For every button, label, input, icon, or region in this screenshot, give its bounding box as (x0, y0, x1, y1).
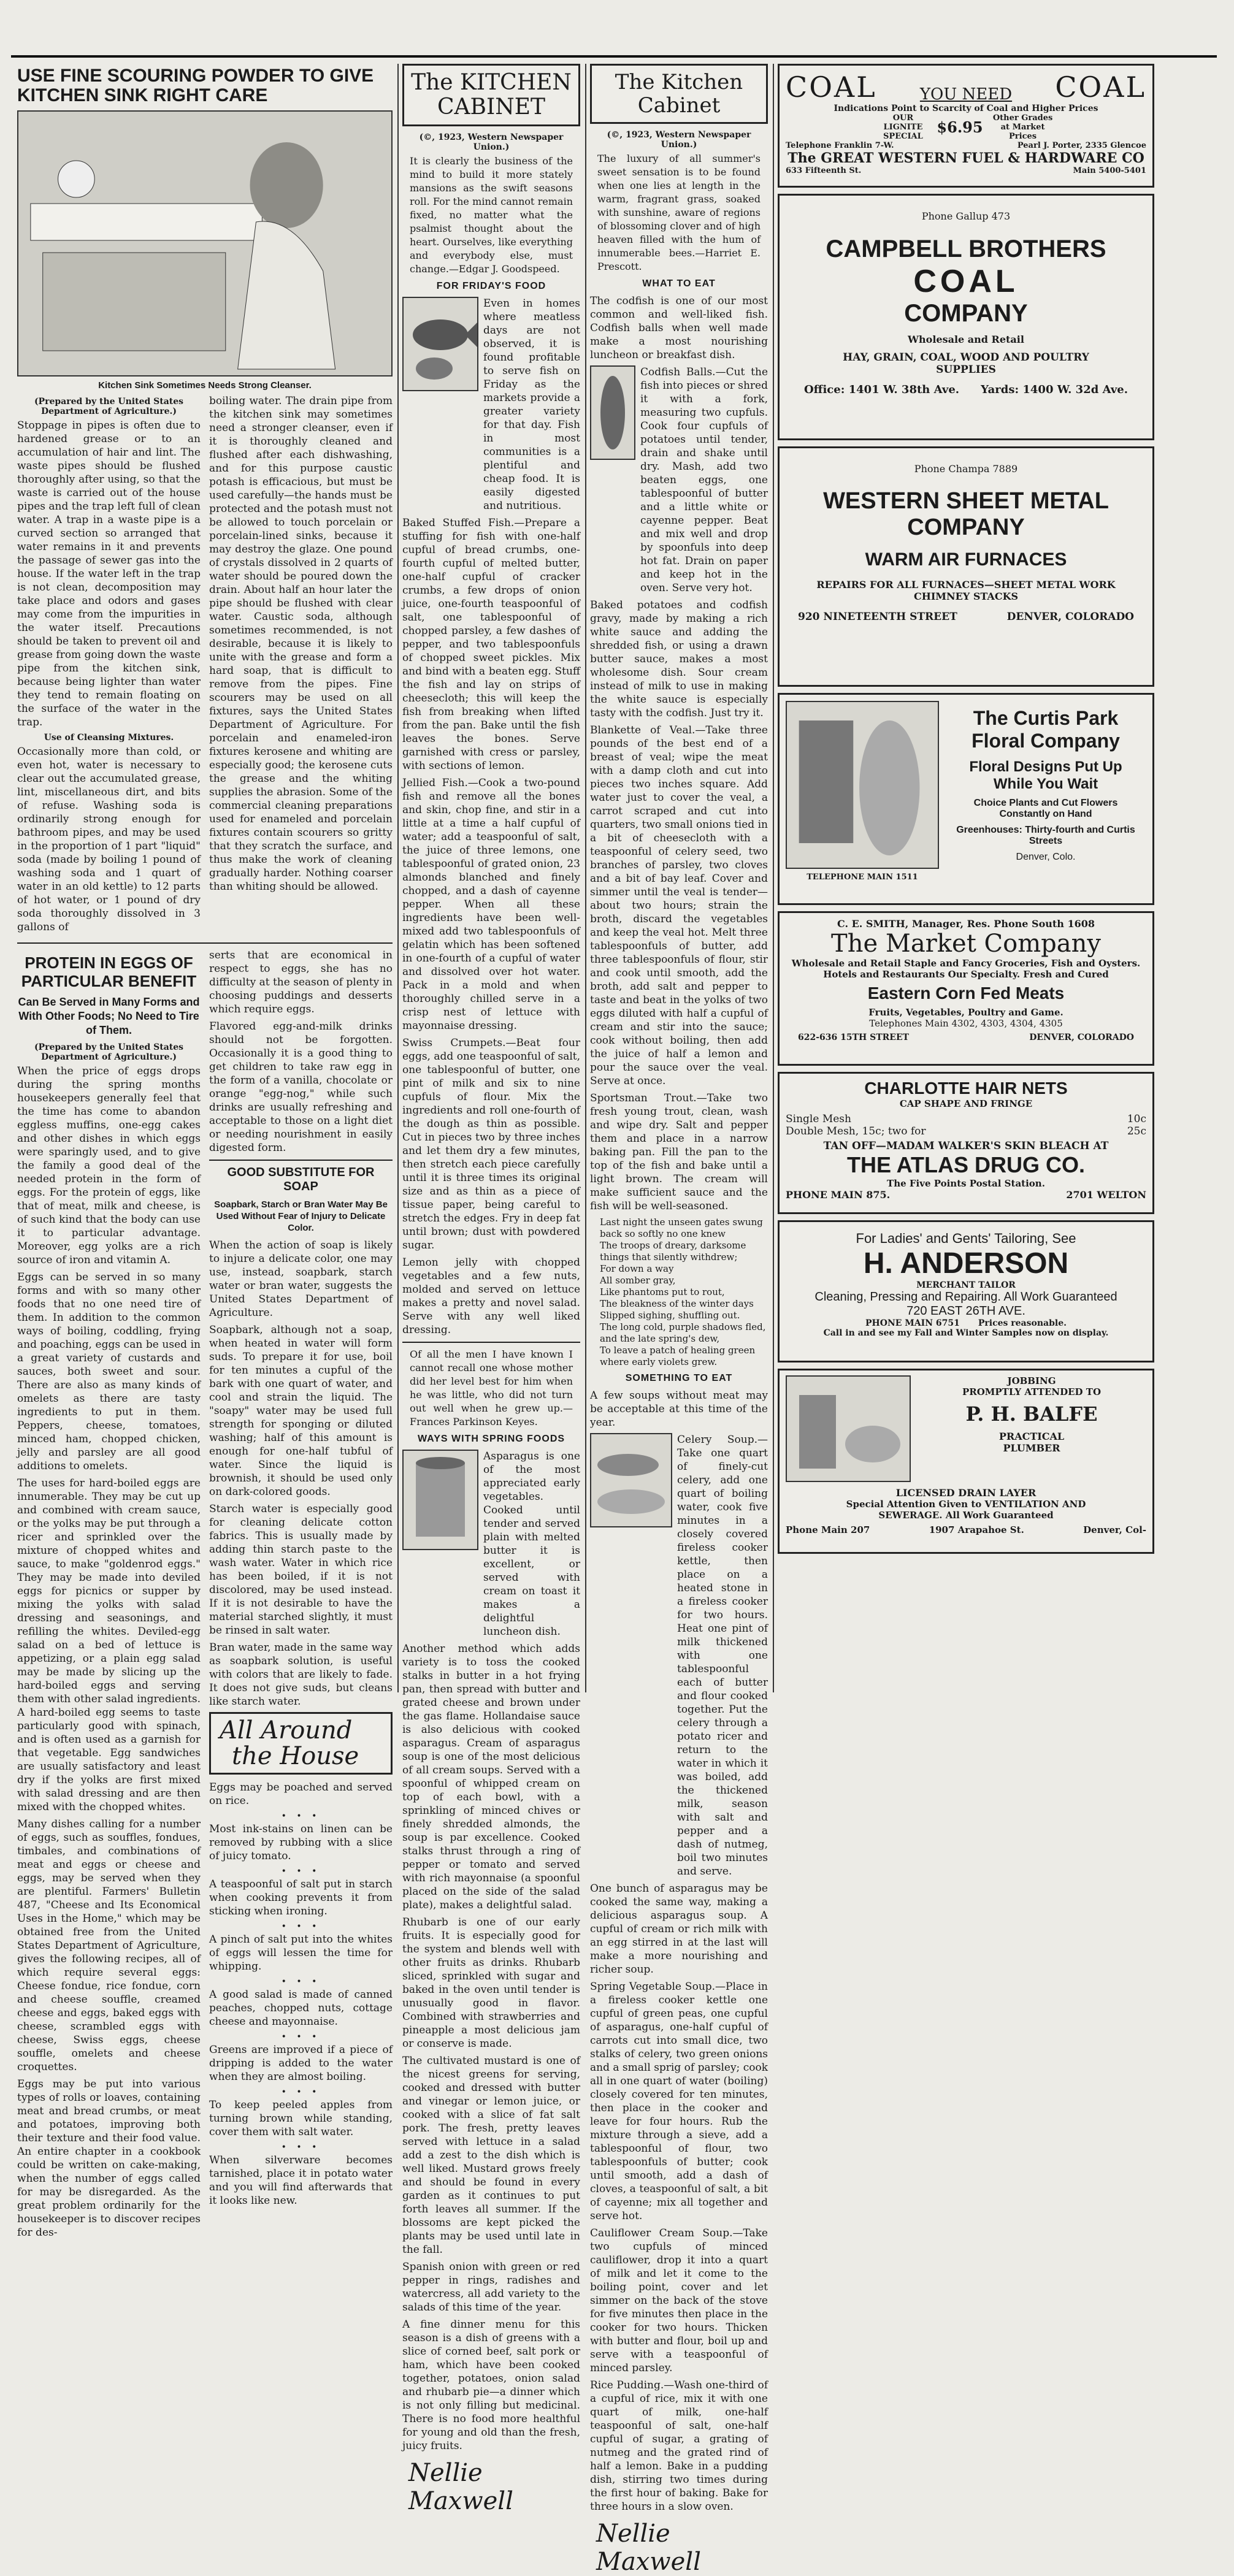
ad-western-phone: Phone Champa 7889 (914, 463, 1018, 475)
eggs-para-2: Eggs can be served in so many forms and with so many other foods that no one need tire of them. In addition to the common ways of boiling, coddling, frying and poaching, eggs can be used in a great variety of custards and sauces, both sweet and sour. There are also as many kinds of omelets as there are tasty ingredients to put in them. Peppers, cheese, tomatoes, minced ham, chopped chicken, jelly and parsley are all good additions to omelets. (17, 1271, 201, 1472)
ad-market-name: The Market Company (831, 930, 1101, 958)
kc1-quote-2: Of all the men I have known I cannot recall one whose mother did her level best for him when he was little, who did not turn out well when he grew up.—Frances Parkinson Keyes. (410, 1348, 573, 1428)
tip-6: Greens are improved if a piece of dripping is added to the water when they are almost boiling. (209, 2044, 393, 2083)
ad-curtis-name-2: Floral Company (971, 730, 1120, 752)
kc2-subhead-something: SOMETHING TO EAT (625, 1373, 733, 1383)
ad-market-city: DENVER, COLORADO (1029, 1033, 1134, 1042)
kc1-subhead-spring: WAYS WITH SPRING FOODS (417, 1434, 565, 1444)
kc2-para-1: The codfish is one of our most common and well-liked fish. Codfish balls when well made make a most nourishing luncheon or breakfast dish. (590, 295, 768, 361)
ad-market-line-5: Telephones Main 4302, 4303, 4304, 4305 (869, 1018, 1063, 1029)
kc1-para-2: Baked Stuffed Fish.—Prepare a stuffing for fish with one-half cupful of bread crumbs, one-fourth cupful of melted butter, one-half cupful of cracker crumbs, a few drops of onion juice, one-fourth teaspoonful of salt, one tablespoonful of chopped parsley, a few dashes of pepper, and two tablespoonfuls of chopped sweet pickles. Mix and bind with a beaten egg. Stuff the fish and lay on strips of cheesecloth; this will keep the fish from breaking when lifted from the pan. Bake until the fish leaves the bones. Serve garnished with cress or parsley, with sections of lemon. (402, 517, 580, 772)
kc2-para-5: Sportsman Trout.—Take two fresh young trout, clean, wash and wipe dry. Salt and pepper them and place in a narrow baking pan. Fill the pan to the top of the fish and bake until a light brown. The cream will make sufficient sauce and the fish will be well-seasoned. (590, 1092, 768, 1212)
divider (209, 1160, 393, 1161)
poem-line: The bleakness of the winter days (600, 1298, 754, 1309)
kc2-poem (590, 1217, 768, 1368)
ad-campbell-office: Office: 1401 W. 38th Ave. (804, 383, 960, 396)
column-rule (773, 64, 774, 1692)
ad-campbell-name-3: COMPANY (904, 300, 1028, 327)
ad-balfe-name: P. H. BALFE (965, 1402, 1098, 1426)
column-rule (585, 64, 586, 1692)
ad-phone: Telephone Franklin 7-W. (786, 141, 894, 150)
all-around-title-1: All Around (220, 1716, 353, 1745)
kc1-subhead-friday: FOR FRIDAY'S FOOD (436, 281, 546, 291)
ad-western-sub: WARM AIR FURNACES (865, 549, 1067, 570)
ad-h-anderson (778, 1220, 1154, 1363)
kc2-para-2: Codfish Balls.—Cut the fish into pieces or shred it with a fork, measuring two cupfuls. Cook four cupfuls of potatoes until tender, drain and shake until dry. Mash, add two beaten eggs, one tablespoonful of butter and a little white or cayenne pepper. Beat and mix well and drop by spoonfuls into deep hot fat. Drain on paper and keep hot in the oven. Serve very hot. (640, 366, 768, 594)
ad-anderson-phone: PHONE MAIN 6751 (865, 1318, 960, 1328)
dots: • • • (281, 1811, 321, 1821)
eggs-deck: Can Be Served in Many Forms and With Other Foods; No Need to Tire of Them. (18, 996, 200, 1036)
ad-great-western-fuel (778, 64, 1154, 188)
ad-market-line-1: Wholesale and Retail Staple and Fancy Groceries, Fish and Oysters. (791, 958, 1141, 969)
all-around-title-2: the House (232, 1742, 359, 1770)
ad-campbell-yards: Yards: 1400 W. 32d Ave. (981, 383, 1128, 396)
ad-campbell-sub: Wholesale and Retail (908, 334, 1024, 345)
asparagus-illustration (402, 1450, 478, 1550)
ad-coal-left: COAL (786, 71, 877, 104)
poem-line: Like phantoms put to rout, (600, 1286, 725, 1298)
kc1-para-1: Even in homes where meatless days are not observed, it is found profitable to serve fish on Friday as the markets provide a greater variety for that day. Fish in most communities is a plentiful and cheap food. It is easily digested and nutritious. (483, 297, 580, 512)
sink-para-1: Stoppage in pipes is often due to hardened grease or to an accumulation of hair and lint. The waste pipes should be flushed thoroughly after using, so that the waste is carried out of the house pipes and the trap left full of clean water. A trap in a waste pipe is a curved section so arranged that water remains in it and prevents the passage of sewer gas into the house. If the water left in the trap is not clean, decomposition may take place and odors and gases may come from the impurities in the water itself. Precautions should be taken to prevent oil and grease from going down the waste pipe from the kitchen sink, because being lighter than water they tend to remain floating on the surface of the water in the trap. (17, 419, 201, 728)
kc2-para-10: Cauliflower Cream Soup.—Take two cupfuls of minced cauliflower, drop it into a quart of milk and let it come to the boiling point, cover and let simmer on the back of the stove for five minutes then place in the cooker for two hours. Thicken with butter and flour, boil up and serve with a teaspoonful of minced parsley. (590, 2227, 768, 2374)
ad-curtis-park-floral (778, 693, 1154, 905)
ad-balfe-line-2: PROMPTLY ATTENDED TO (962, 1386, 1102, 1397)
eggs-para-7: Flavored egg-and-milk drinks should not be forgotten. Occasionally it is a good thing to get children to take raw egg in the form of a vanilla, chocolate or orange "egg-nog," while such drinks are usually refreshing and acceptable to those on a light diet or needing nourishment in easily digested form. (209, 1020, 393, 1154)
divider (402, 1342, 580, 1343)
ad-campbell-name-2: COAL (913, 264, 1019, 299)
ad-western-city: DENVER, COLORADO (1006, 611, 1134, 623)
ad-address: 633 Fifteenth St. (786, 166, 862, 175)
ad-atlas-sub: CAP SHAPE AND FRINGE (899, 1098, 1033, 1109)
ad-anderson-title: MERCHANT TAILOR (916, 1280, 1016, 1290)
kc2-para-7: Celery Soup.—Take one quart of finely-cut celery, add one quart of boiling water, cook five minutes in a closely covered fireless cooker kettle, then place on a heated stone in a fireless cooker for two hours. Heat one pint of milk thickened with one tablespoonful each of butter and flour cooked together. Put the celery through a potato ricer and return to the water in which it was boiled, add the thickened milk, season with salt and pepper and a dash of nutmeg, boil two minutes and serve. (677, 1434, 768, 1878)
kc1-para-8: Rhubarb is one of our early fruits. It is especially good for the system and blends well with other fruits as drinks. Rhubarb sliced, sprinkled with sugar and baked in the oven until tender is unusually good in flavor. Combined with strawberries and pineapple a most delicious jam or conserve is made. (402, 1916, 580, 2050)
ad-western-name-2: COMPANY (907, 514, 1025, 540)
kitchen-cabinet-2 (590, 64, 768, 2576)
eggs-para-6: serts that are economical in respect to eggs, she has no difficulty at the season of plenty in choosing puddings and desserts which require eggs. (209, 949, 393, 1015)
eggs-para-1: When the price of eggs drops during the spring months housekeepers generally feel that the time has come to abandon eggless muffins, one-egg cakes and other dishes in which eggs were sparingly used, and to give the family a good deal of the needed protein in the form of eggs. For the protein of eggs, like that of meat, milk and cheese, is of such kind that the body can use it to particular advantage. Moreover, egg yolks are a rich source of iron and vitamin A. (17, 1065, 201, 1266)
ad-balfe-line-1: JOBBING (1007, 1375, 1056, 1386)
soap-para-1: When the action of soap is likely to injure a delicate color, one may use, instead, soapbark, starch water or bran water, suggests the United States Department of Agriculture. (209, 1239, 393, 1319)
ad-curtis-line-4: Constantly on Hand (999, 809, 1092, 819)
kc2-copyright: (©, 1923, Western Newspaper Union.) (607, 130, 751, 150)
ad-curtis-line-5: Greenhouses: Thirty-fourth and Curtis Streets (956, 825, 1135, 846)
kc1-para-9: The cultivated mustard is one of the nicest greens for serving, cooked and dressed with butter and vinegar or lemon juice, or cooked with a slice of fat salt pork. The fresh, pretty leaves served with lettuce in a salad add a zest to the dish which is well liked. Mustard grows freely and should be found in every garden as it continues to put forth leaves all summer. If the blossoms are kept picked the plants may be used until late in the fall. (402, 2055, 580, 2256)
kc2-signature: Nellie Maxwell (596, 2520, 701, 2576)
eggs-credit: (Prepared by the United States Department of Agriculture.) (34, 1042, 184, 1062)
kc2-para-11: Rice Pudding.—Wash one-third of a cupful of rice, mix it with one quart of milk, one-half teaspoonful of salt, one-half cupful of sugar, a grating of nutmeg and the grated rind of half a lemon. Bake in a pudding dish, stirring two times during the first hour of baking. Bake for three hours in a slow oven. (590, 2379, 768, 2513)
kc1-copyright: (©, 1923, Western Newspaper Union.) (419, 132, 564, 152)
ad-balfe-title-1: PRACTICAL (998, 1431, 1065, 1442)
kc2-para-3: Baked potatoes and codfish gravy, made by making a rich white sauce and adding the shredded fish, or using a drawn butter sauce, makes a most wholesome dish. Sour cream instead of milk to use in making the white sauce is especially tasty with the codfish. Just try it. (590, 599, 768, 719)
flower-illustration (786, 701, 939, 869)
sink-headline: USE FINE SCOURING POWDER TO GIVE KITCHEN SINK RIGHT CARE (17, 66, 374, 105)
ad-curtis-phone: TELEPHONE MAIN 1511 (807, 873, 918, 882)
ad-campbell-line: HAY, GRAIN, COAL, WOOD AND POULTRY SUPPLIES (843, 351, 1089, 376)
dots: • • • (281, 1977, 321, 1987)
poem-line: To leave a patch of healing green where early violets grew. (600, 1345, 756, 1367)
sink-caption: Kitchen Sink Sometimes Needs Strong Cleanser. (98, 380, 312, 391)
ad-curtis-line-1: Floral Designs Put Up (969, 759, 1122, 775)
kc1-title-box (402, 64, 580, 126)
tip-8: When silverware becomes tarnished, place it in potato water and you will find afterwards that it looks like new. (209, 2154, 393, 2207)
ad-market-line-2: Hotels and Restaurants Our Specialty. Fresh and Cured (823, 969, 1109, 980)
ad-balfe-address: 1907 Arapahoe St. (929, 1524, 1024, 1535)
tip-3: A teaspoonful of salt put in starch when cooking prevents it from sticking when ironing. (209, 1878, 393, 1917)
column-rule (397, 64, 399, 1692)
ad-balfe-city: Denver, Col- (1083, 1524, 1146, 1535)
ad-atlas-single-price: 10c (1127, 1113, 1146, 1125)
kc1-title-1: The KITCHEN (411, 70, 572, 95)
kc1-para-3: Jellied Fish.—Cook a two-pound fish and remove all the bones and skin, chop fine, and stir in a little at a time a half cupful of water; add a teaspoonful of salt, the juice of three lemons, one tablespoonful of grated onion, 23 almonds blanched and finely chopped, and a dash of cayenne pepper. When all these ingredients have been well-mixed add two tablespoonfuls of gelatin which has been softened in one-fourth of a cupful of water and dissolved over hot water. Pack in a mold and when thoroughly chilled serve in a crisp nest of lettuce with mayonnaise dressing. (402, 777, 580, 1032)
kc2-title-box (590, 64, 768, 124)
dots: • • • (281, 2142, 321, 2152)
ad-curtis-line-3: Choice Plants and Cut Flowers (973, 798, 1118, 808)
tip-7: To keep peeled apples from turning brown while standing, cover them with salt water. (209, 2099, 393, 2138)
poem-line: Last night the unseen gates swung back so softly no one knew (600, 1217, 763, 1239)
ad-anderson-intro: For Ladies' and Gents' Tailoring, See (856, 1231, 1076, 1246)
ad-balfe-licensed: LICENSED DRAIN LAYER (895, 1487, 1037, 1499)
kc1-para-5: Lemon jelly with chopped vegetables and a few nuts, molded and served on lettuce makes a pretty and novel salad. Serve with any well liked dressing. (402, 1256, 580, 1336)
ad-anderson-address: 720 EAST 26TH AVE. (906, 1304, 1025, 1318)
ad-market-address: 622-636 15TH STREET (798, 1033, 910, 1042)
ad-market-line-4: Fruits, Vegetables, Poultry and Game. (868, 1007, 1063, 1018)
ad-you-need: YOU NEED (919, 85, 1013, 104)
ad-p-h-balfe (778, 1369, 1154, 1554)
eggs-headline: PROTEIN IN EGGS OF PARTICULAR BENEFIT (21, 954, 197, 990)
credit: (Prepared by the United States Department of Agriculture.) (34, 397, 184, 416)
ad-atlas-double-price: 25c (1127, 1125, 1146, 1137)
soup-illustration (590, 1433, 672, 1527)
ad-atlas-double-label: Double Mesh, 15c; two for (786, 1125, 926, 1137)
soap-headline: GOOD SUBSTITUTE FOR SOAP (227, 1166, 375, 1193)
ad-company: The GREAT WESTERN FUEL & HARDWARE CO (788, 150, 1144, 166)
kc2-title-2: Cabinet (637, 93, 721, 118)
sink-illustration (17, 110, 393, 376)
ad-anderson-prices: Prices reasonable. (978, 1318, 1067, 1328)
fish-illustration (402, 297, 478, 391)
subhead-cleansing: Use of Cleansing Mixtures. (44, 733, 174, 743)
plumber-illustration (786, 1375, 911, 1482)
kc2-subhead-what: WHAT TO EAT (642, 278, 716, 289)
ad-atlas-address: 2701 WELTON (1066, 1189, 1146, 1201)
ad-lignite-label: OUR LIGNITE SPECIAL (883, 113, 923, 141)
kc1-quote: It is clearly the business of the mind to build it more stately mansions as the swift seasons roll. For the mind cannot remain fixed, no matter what the psalmist thought about the heart. Ourselves, like everything and everybody else, must change.—Edgar J. Goodspeed. (410, 155, 573, 275)
soap-para-3: Starch water is especially good for cleaning delicate cotton fabrics. This is usually made by adding thin starch paste to the wash water. Water in which rice has been boiled, if it is not discolored, may be used instead. If it is not desirable to have the material starched slightly, it must be rinsed in salt water. (209, 1503, 393, 1637)
ad-atlas-drug (778, 1072, 1154, 1214)
soap-para-2: Soapbark, although not a soap, when heated in water will form suds. To prepare it for use, boil for ten minutes a cupful of the bark with one quart of water, and cool and strain the liquid. The "soapy" water may be used full strength for sponging or diluted washing; half of this amount is enough for one-half tubful of water. Since the liquid is brownish, it should be used only on dark-colored goods. (209, 1324, 393, 1498)
ad-western-sheet-metal (778, 446, 1154, 687)
dots: • • • (281, 1922, 321, 1932)
sink-para-2: Occasionally more than cold, or even hot, water is necessary to clear out the accumulated grease, lint, miscellaneous dirt, and bits of refuse. Washing soda is ordinarily strong enough for bathroom pipes, and may be used in the proportion of 1 part "liquid" soda (made by boiling 1 pound of washing soda and 1 quart of water in an old kettle) to 12 parts of hot water, or 1 pound of dry soda thoroughly dissolved in 3 gallons of (17, 746, 201, 933)
tip-5: A good salad is made of canned peaches, chopped nuts, cottage cheese and mayonnaise. (209, 1989, 393, 2028)
poem-line: The long cold, purple shadows fled, and the late spring's dew, (600, 1321, 766, 1344)
eggs-para-3: The uses for hard-boiled eggs are innumerable. They may be cut up and combined with cream sauce, or the yolks may be put through a ricer and sprinkled over the mixture of chopped whites and sauce, to make "goldenrod eggs." They may be made into deviled eggs for picnics or supper by mixing the yolks with salad dressing and seasonings, and refilling the whites. Deviled-egg salad on a bed of lettuce is appetizing, or a plain egg salad may be made by slicing up the hard-boiled eggs and serving them with other salad ingredients. A hard-boiled egg seems to taste particularly good with spinach, and is often used as a garnish for that vegetable. Egg sandwiches are usually satisfactory and least dry if the yolks are first mixed with salad dressing and are then mixed with the chopped whites. (17, 1477, 201, 1813)
ad-campbell-phone: Phone Gallup 473 (921, 210, 1011, 222)
divider (17, 942, 393, 944)
ad-atlas-tan: TAN OFF—MADAM WALKER'S SKIN BLEACH AT (823, 1140, 1109, 1152)
eggs-para-4: Many dishes calling for a number of eggs, such as souffles, fondues, timbales, and combinations of meat and eggs or cheese and eggs, may be served when they are plentiful. Farmers' Bulletin 487, "Cheese and Its Economical Uses in the Home," which may be obtained free from the United States Department of Agriculture, gives the following recipes, all of which require several eggs: Cheese fondue, rice fondue, corn and cheese souffle, creamed cheese and eggs, baked eggs with cheese, scrambled eggs with cheese, Swiss eggs, cheese souffle, omelets and cheese croquettes. (17, 1818, 201, 2073)
ad-price: $6.95 (937, 118, 983, 136)
kc2-quote: The luxury of all summer's sweet sensation is to be found when one lies at length in the warm, fragrant grass, soaked with sunshine, aware of regions of blossoming clover and of high heaven filled with the hum of innumerable bees.—Harriet E. Prescott. (597, 153, 761, 272)
ad-balfe-special: Special Attention Given to VENTILATION AND SEWERAGE. All Work Guaranteed (846, 1499, 1086, 1521)
ad-campbell-brothers (778, 194, 1154, 440)
poem-line: Slipped sighing, shuffling out. (600, 1310, 740, 1321)
kc2-title-1: The Kitchen (615, 70, 743, 94)
eggs-para-5: Eggs may be put into various types of rolls or loaves, containing meat and bread crumbs, or meat and potatoes, improving both their texture and their food value. An entire chapter in a cookbook could be written on cake-making, when the number of eggs called for may be disregarded. As the great problem ordinarily for the housekeeper is to discover recipes for des- (17, 2078, 201, 2239)
all-around-title-box (209, 1712, 393, 1775)
soap-para-4: Bran water, made in the same way as soapbark solution, is useful with colors that are likely to fade. It does not give suds, but cleans like starch water. (209, 1642, 393, 1708)
left-section (17, 64, 393, 2239)
ad-balfe-title-2: PLUMBER (1003, 1442, 1060, 1454)
kc1-title-2: CABINET (437, 94, 545, 120)
ad-atlas-single-label: Single Mesh (786, 1113, 851, 1125)
tip-4: A pinch of salt put into the whites of eggs will lessen the time for whipping. (209, 1933, 393, 1973)
poem-line: The troops of dreary, darksome things that silently withdrew; (600, 1240, 746, 1263)
kc1-para-6: Asparagus is one of the most appreciated early vegetables. Cooked until tender and served plain with melted butter it is excellent, or served with cream on toast it makes a delightful luncheon dish. (483, 1450, 580, 1638)
ad-atlas-name: THE ATLAS DRUG CO. (847, 1152, 1085, 1177)
ad-curtis-city: Denver, Colo. (1016, 852, 1076, 862)
top-rule (11, 55, 1217, 58)
ad-coal-right: COAL (1055, 71, 1146, 104)
ad-tagline: Indications Point to Scarcity of Coal and Higher Prices (834, 104, 1098, 113)
dots: • • • (281, 2032, 321, 2042)
kc2-para-9: Spring Vegetable Soup.—Place in a fireless cooker kettle one cupful of green peas, one cupful of asparagus, one-half cupful of carrots cut into small dice, two stalks of celery, two green onions and a small sprig of parsley; cook all in one quart of water (boiling) closely covered for ten minutes, then place in the cooker and leave for four hours. Rub the mixture through a sieve, add a tablespoonful of flour, two tablespoonfuls of butter; cook until smooth, add a dash of cloves, a teaspoonful of salt, a bit of cayenne; mix all together and serve hot. (590, 1981, 768, 2222)
kitchen-cabinet-1 (402, 64, 580, 2515)
ad-anderson-line-1: Cleaning, Pressing and Repairing. All Work Guaranteed (814, 1290, 1117, 1304)
ad-atlas-title: CHARLOTTE HAIR NETS (864, 1079, 1068, 1098)
ad-western-name-1: WESTERN SHEET METAL (823, 488, 1109, 514)
dots: • • • (281, 1867, 321, 1876)
dots: • • • (281, 2087, 321, 2097)
ad-market-line-3: Eastern Corn Fed Meats (867, 984, 1065, 1003)
ad-market-company (778, 911, 1154, 1066)
ad-curtis-line-2: While You Wait (993, 776, 1098, 792)
poem-line: For down a way (600, 1263, 674, 1274)
ad-western-line-2: CHIMNEY STACKS (913, 590, 1019, 602)
kc1-para-11: A fine dinner menu for this season is a dish of greens with a slice of corned beef, salt pork or ham, which have been cooked together, potatoes, onion salad and rhubarb pie—a dinner which is not only filling but medicinal. There is no food more healthful for young and old than the fresh, juicy fruits. (402, 2318, 580, 2452)
ad-curtis-name-1: The Curtis Park (973, 707, 1119, 729)
ad-balfe-phone: Phone Main 207 (786, 1524, 870, 1535)
ad-campbell-name-1: CAMPBELL BROTHERS (826, 235, 1106, 262)
ad-main: Main 5400-5401 (1073, 166, 1146, 175)
ad-atlas-station: The Five Points Postal Station. (887, 1178, 1045, 1189)
ad-western-line-1: REPAIRS FOR ALL FURNACES—SHEET METAL WORK (816, 579, 1116, 590)
poem-line: All somber gray, (600, 1275, 676, 1286)
kc2-para-8: One bunch of asparagus may be cooked the same way, making a delicious asparagus soup. A cupful of cream or rich milk with an egg stirred in at the last will make a more nourishing and richer soup. (590, 1882, 768, 1976)
ad-market-manager: C. E. SMITH, Manager, Res. Phone South 1608 (837, 918, 1095, 930)
ad-anderson-name: H. ANDERSON (863, 1247, 1069, 1280)
ad-other-grades: Other Grades at Market Prices (992, 113, 1053, 141)
tip-2: Most ink-stains on linen can be removed by rubbing with a slice of juicy tomato. (209, 1823, 393, 1862)
sink-para-3: boiling water. The drain pipe from the kitchen sink may sometimes need a stronger cleanser, even if it is thoroughly cleaned and flushed after each dishwashing, and for this purpose caustic potash is efficacious, but must be used carefully—the hands must be protected and the potash must not be allowed to touch porcelain or porcelain-lined sinks, because it may destroy the glaze. One pound of crystals dissolved in 2 quarts of water should be poured down the drain. About half an hour later the pipe should be flushed with clear water. Caustic soda, although sometimes recommended, is not desirable, because it is likely to unite with the grease and form a hard soap, that is difficult to remove from the pipes. Fine scourers may be used on all fixtures, says the United States Department of Agriculture. For porcelain and enameled-iron fixtures kerosene and whiting are especially good; the kerosene cuts the grease and the whiting supplies the abrasion. Some of the commercial cleaning preparations used for enameled and porcelain fixtures contain scourers so gritty that they scratch the surface, and thus make the work of cleaning gradually harder. Nothing coarser than whiting should be allowed. (209, 395, 393, 893)
tip-1: Eggs may be poached and served on rice. (209, 1781, 393, 1807)
ad-western-address: 920 NINETEENTH STREET (798, 611, 957, 623)
kc1-para-10: Spanish onion with green or red pepper in rings, radishes and watercress, all add variety to the salads of this time of the year. (402, 2261, 580, 2314)
codfish-illustration (590, 365, 635, 460)
ad-anderson-call: Call in and see my Fall and Winter Samples now on display. (823, 1328, 1109, 1338)
kc1-para-7: Another method which adds variety is to toss the cooked stalks in butter in a hot frying pan, then spread with butter and grated cheese and brown under the gas flame. Hollandaise sauce is also delicious with cooked asparagus. Cream of asparagus soup is one of the most delicious of all cream soups. Served with a spoonful of whipped cream on top of each bowl, with a sprinkling of minced chives or finely shredded almonds, the soup is par excellence. Cooked stalks thrust through a ring of pepper or tomato and served with rich mayonnaise (a spoonful placed on the side of the salad plate), makes a delightful salad. (402, 1643, 580, 1911)
kc1-signature: Nellie Maxwell (408, 2459, 513, 2515)
kc2-para-4: Blankette of Veal.—Take three pounds of the best end of a breast of veal; wipe the meat with a damp cloth and cut into pieces two inches square. Add water just to cover the veal, a carrot scraped and cut into quarters, two small onions tied in a bit of cheesecloth with a teaspoonful of celery seed, two branches of parsley, two cloves and a bit of bay leaf. Cover and simmer until the veal is tender—about two hours; strain the broth, discard the vegetables and keep the veal hot. Melt three tablespoonfuls of butter, add three tablespoonfuls of flour, stir and cook until smooth, add the broth, add salt and pepper to taste and beat in the yolks of two eggs diluted with half a cupful of cream and stir into the sauce; cook without boiling, then add the juice of half a lemon and pour the sauce over the veal. Serve at once. (590, 724, 768, 1087)
kc2-para-6: A few soups without meat may be acceptable at this time of the year. (590, 1389, 768, 1429)
ad-atlas-phone: PHONE MAIN 875. (786, 1189, 891, 1201)
soap-deck: Soapbark, Starch or Bran Water May Be Used Without Fear of Injury to Delicate Color. (214, 1199, 388, 1233)
ads-column (778, 64, 1154, 1713)
ad-manager: Pearl J. Porter, 2335 Glencoe (1017, 141, 1146, 150)
kc1-para-4: Swiss Crumpets.—Beat four eggs, add one teaspoonful of salt, one tablespoonful of butter, one pint of milk and six to nine cupfuls of flour. Mix the ingredients and roll one-fourth of the dough as thin as possible. Cut in pieces two by three inches and let them dry a few minutes, then stretch each piece carefully until it is three times its original size and as thin as a piece of tissue paper, being careful to stretch the edges. Fry in deep fat until brown; dust with powdered sugar. (402, 1037, 580, 1252)
